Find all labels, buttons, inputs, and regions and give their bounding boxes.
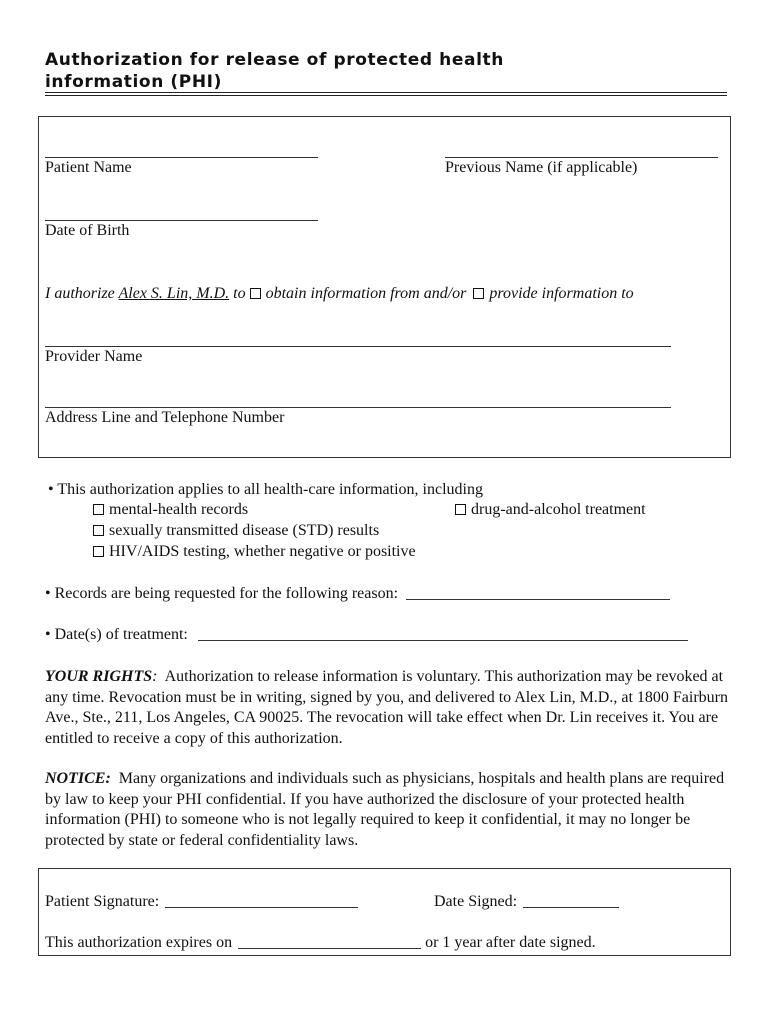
title-rule-double [45, 95, 727, 96]
date-signed-row [434, 893, 619, 911]
records-reason-label: • Records are being requested for the following reason: [45, 585, 399, 602]
records-reason-row [45, 585, 670, 603]
drug-alcohol-label: drug-and-alcohol treatment [471, 501, 646, 518]
authorize-statement [45, 285, 634, 303]
date-of-birth-field[interactable] [45, 220, 318, 221]
patient-name-label: Patient Name [45, 159, 132, 176]
dates-treatment-label: • Date(s) of treatment: [45, 626, 188, 643]
expiration-suffix: or 1 year after date signed. [425, 934, 596, 951]
patient-signature-row [45, 893, 358, 911]
your-rights-colon: : [152, 668, 158, 685]
address-telephone-label: Address Line and Telephone Number [45, 409, 285, 426]
mental-health-label: mental-health records [109, 501, 249, 518]
provider-name-field[interactable] [45, 346, 671, 347]
expiration-prefix: This authorization expires on [45, 934, 233, 951]
obtain-information-label: obtain information from and/or [265, 285, 467, 302]
previous-name-label: Previous Name (if applicable) [445, 159, 638, 176]
title-line-2: information (PHI) [45, 72, 222, 92]
provide-information-label: provide information to [489, 285, 634, 302]
provide-information-checkbox[interactable] [473, 288, 484, 299]
notice-heading: NOTICE: [45, 770, 111, 787]
std-option [93, 522, 379, 540]
page-title [45, 49, 504, 93]
expiration-row [45, 934, 596, 952]
provider-name-label: Provider Name [45, 348, 143, 365]
drug-alcohol-option [455, 501, 646, 519]
records-reason-field[interactable] [406, 585, 670, 600]
title-rule [45, 92, 727, 93]
date-signed-label: Date Signed: [434, 893, 518, 910]
previous-name-field[interactable] [445, 157, 718, 158]
your-rights-heading: YOUR RIGHTS [45, 668, 153, 685]
dates-treatment-row [45, 626, 688, 644]
drug-alcohol-checkbox[interactable] [455, 504, 466, 515]
patient-signature-field[interactable] [165, 893, 358, 908]
authorize-to: to [233, 285, 246, 302]
mental-health-checkbox[interactable] [93, 504, 104, 515]
mental-health-option [93, 501, 248, 519]
notice-paragraph [45, 769, 730, 851]
hiv-option [93, 543, 416, 561]
your-rights-text: Authorization to release information is voluntary. This authorization may be revoked at any time. Revocation must be in writing, signed by you, and delivered to Alex Lin, M.D., at 1800 Fairburn Ave., Ste., 211, Los Angeles, CA 90025. The revocation will take effect when Dr. Lin receives it. You are entitled to receive a copy of this authorization. [45, 668, 728, 747]
authorize-prefix: I authorize [45, 285, 115, 302]
std-label: sexually transmitted disease (STD) results [109, 522, 380, 539]
obtain-information-checkbox[interactable] [250, 288, 261, 299]
expiration-date-field[interactable] [238, 934, 421, 949]
dates-treatment-field[interactable] [198, 626, 688, 641]
address-telephone-field[interactable] [45, 407, 671, 408]
notice-text: Many organizations and individuals such as physicians, hospitals and health plans are required by law to keep your PHI confidential. If you have authorized the disclosure of your protected health information (PHI) to someone who is not legally required to keep it confidential, it may no longer be protected by state or federal confidentiality laws. [45, 770, 725, 849]
hiv-label: HIV/AIDS testing, whether negative or positive [109, 543, 416, 560]
std-checkbox[interactable] [93, 525, 104, 536]
applies-intro: • This authorization applies to all health-care information, including [48, 481, 483, 498]
hiv-checkbox[interactable] [93, 546, 104, 557]
your-rights-paragraph [45, 667, 730, 749]
authorized-provider-name: Alex S. Lin, M.D. [118, 285, 230, 302]
date-of-birth-label: Date of Birth [45, 222, 130, 239]
title-line-1: Authorization for release of protected health [45, 50, 504, 70]
date-signed-field[interactable] [523, 893, 619, 908]
patient-name-field[interactable] [45, 157, 318, 158]
patient-signature-label: Patient Signature: [45, 893, 160, 910]
